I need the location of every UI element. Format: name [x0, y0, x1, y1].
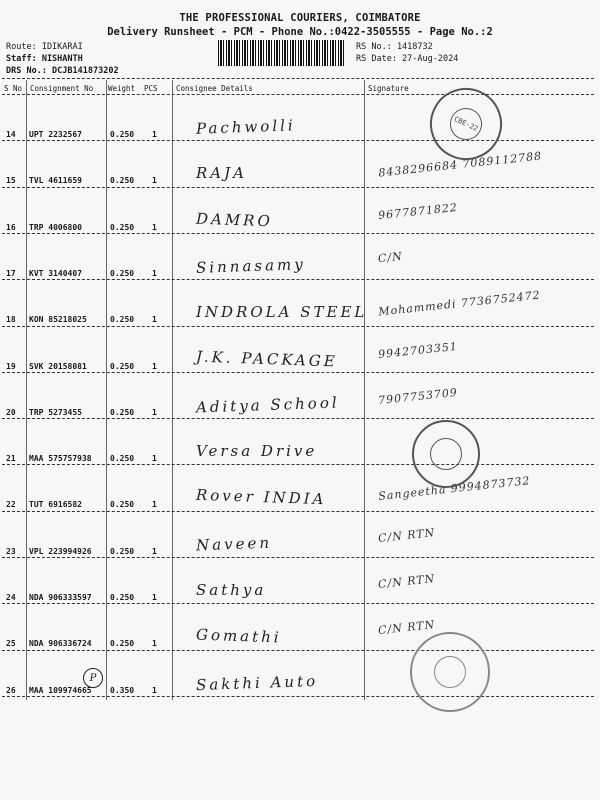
row-pcs: 1: [152, 222, 157, 232]
rs-number: RS No.: 1418732: [356, 42, 433, 52]
row-sno: 19: [6, 361, 16, 371]
staff-label: Staff: NISHANTH: [6, 54, 83, 64]
rs-date: RS Date: 27-Aug-2024: [356, 54, 459, 64]
row-separator: [2, 233, 594, 234]
col-divider: [172, 80, 173, 700]
row-separator: [2, 326, 594, 327]
row-consignment: TRP 4006800: [29, 222, 82, 232]
row-sno: 24: [6, 593, 16, 602]
row-separator: [2, 511, 594, 512]
col-divider: [106, 80, 107, 700]
row-sno: 18: [6, 315, 16, 325]
col-weight: Weight: [108, 84, 136, 93]
row-separator: [2, 279, 594, 280]
row-sno: 20: [6, 407, 16, 417]
row-weight: 0.250: [110, 454, 135, 464]
row-sno: 16: [6, 222, 16, 232]
header-rule-top: [2, 78, 594, 79]
row-pcs: 1: [152, 546, 157, 556]
row-weight: 0.250: [110, 222, 135, 232]
row-weight: 0.250: [110, 361, 135, 371]
row-pcs: 1: [152, 593, 157, 602]
row-weight: 0.250: [110, 407, 135, 417]
row-sno: 23: [6, 546, 16, 556]
row-signature: 9942703351: [377, 339, 459, 361]
row-pcs: 1: [152, 361, 157, 371]
row-consignment: UPT 2232567: [29, 130, 82, 139]
row-weight: 0.250: [110, 130, 135, 139]
row-separator: [2, 372, 594, 373]
stamp-code: CBE-22: [445, 103, 488, 146]
row-signature: C/N RTN: [377, 525, 436, 545]
row-separator: [2, 603, 594, 604]
stamp-inner: [430, 438, 462, 470]
row-consignment: TUT 6916582: [29, 500, 82, 510]
row-consignee: Versa Drive: [196, 442, 318, 461]
row-separator: [2, 557, 594, 558]
row-weight: 0.250: [110, 593, 135, 602]
row-consignment: TRP 5273455: [29, 407, 82, 417]
row-sno: 26: [6, 685, 16, 695]
row-signature: C/N: [377, 249, 404, 266]
row-consignment: SVK 20158081: [29, 361, 87, 371]
col-signature: Signature: [368, 84, 409, 93]
row-signature: C/N RTN: [377, 572, 436, 591]
row-signature: 7907753709: [377, 385, 459, 407]
row-consignee: Naveen: [195, 533, 273, 555]
row-consignee: Aditya School: [195, 393, 340, 417]
row-consignee: DAMRO: [195, 209, 274, 230]
row-weight: 0.250: [110, 639, 135, 649]
drs-label: DRS No.: DCJB141873202: [6, 66, 119, 76]
row-signature: 9677871822: [377, 200, 459, 222]
courier-stamp-bottom: [410, 632, 490, 712]
company-name: THE PROFESSIONAL COURIERS, COIMBATORE: [179, 12, 421, 24]
row-consignee: Sathya: [196, 581, 267, 599]
row-separator: [2, 696, 594, 697]
row-separator: [2, 140, 594, 141]
row-consignee: Pachwolli: [195, 116, 296, 138]
row-consignee: J.K. PACKAGE: [195, 347, 339, 370]
row-consignment: NDA 906336724: [29, 639, 92, 649]
route-label: Route: IDIKARAI: [6, 42, 83, 52]
row-signature: Mohammedi 7736752472: [377, 288, 542, 319]
row-weight: 0.250: [110, 315, 135, 325]
row-signature: 8438296684 7089112788: [377, 149, 543, 180]
col-consignee: Consignee Details: [176, 84, 253, 93]
row-consignment: VPL 223994926: [29, 546, 92, 556]
row-consignee: Gomathi: [195, 625, 282, 647]
row-consignee: Sinnasamy: [195, 254, 306, 277]
barcode: [218, 40, 346, 66]
row-weight: 0.250: [110, 546, 135, 556]
row-weight: 0.350: [110, 685, 135, 695]
row-consignee: INDROLA STEEL: [196, 303, 368, 322]
p-mark: P: [83, 668, 103, 688]
row-consignee: RAJA: [196, 164, 247, 183]
col-pcs: PCS: [144, 84, 158, 93]
row-separator: [2, 650, 594, 651]
row-consignment: TVL 4611659: [29, 176, 82, 186]
stamp-inner: [434, 656, 466, 688]
row-sno: 17: [6, 268, 16, 278]
row-consignee: Sakthi Auto: [195, 671, 319, 694]
row-pcs: 1: [152, 407, 157, 417]
col-divider: [26, 80, 27, 700]
row-sno: 25: [6, 639, 16, 649]
row-pcs: 1: [152, 454, 157, 464]
row-consignment: KON 85218025: [29, 315, 87, 325]
row-pcs: 1: [152, 130, 157, 139]
row-pcs: 1: [152, 639, 157, 649]
row-signature: Sangeetha 9994873732: [377, 474, 532, 504]
row-pcs: 1: [152, 268, 157, 278]
row-separator: [2, 418, 594, 419]
row-pcs: 1: [152, 500, 157, 510]
row-sno: 14: [6, 130, 16, 139]
row-weight: 0.250: [110, 268, 135, 278]
row-consignment: MAA 575757938: [29, 454, 92, 464]
row-consignment: NDA 906333597: [29, 593, 92, 602]
header-rule-bottom: [2, 94, 594, 95]
row-sno: 15: [6, 176, 16, 186]
row-separator: [2, 464, 594, 465]
row-sno: 21: [6, 454, 16, 464]
row-pcs: 1: [152, 315, 157, 325]
col-sno: S No: [4, 84, 23, 93]
row-signature: C/N RTN: [377, 618, 436, 638]
row-weight: 0.250: [110, 176, 135, 186]
col-divider: [364, 80, 365, 700]
row-pcs: 1: [152, 685, 157, 695]
row-consignment: MAA 109974665: [29, 685, 92, 695]
courier-stamp-mid: [412, 420, 480, 488]
row-sno: 22: [6, 500, 16, 510]
row-pcs: 1: [152, 176, 157, 186]
row-weight: 0.250: [110, 500, 135, 510]
col-consignment: Consignment No: [30, 84, 94, 93]
runsheet-subtitle: Delivery Runsheet - PCM - Phone No.:0422-3505555 - Page No.:2: [107, 26, 493, 38]
row-separator: [2, 187, 594, 188]
row-consignee: Rover INDIA: [195, 486, 327, 509]
row-consignment: KVT 3140407: [29, 268, 82, 278]
